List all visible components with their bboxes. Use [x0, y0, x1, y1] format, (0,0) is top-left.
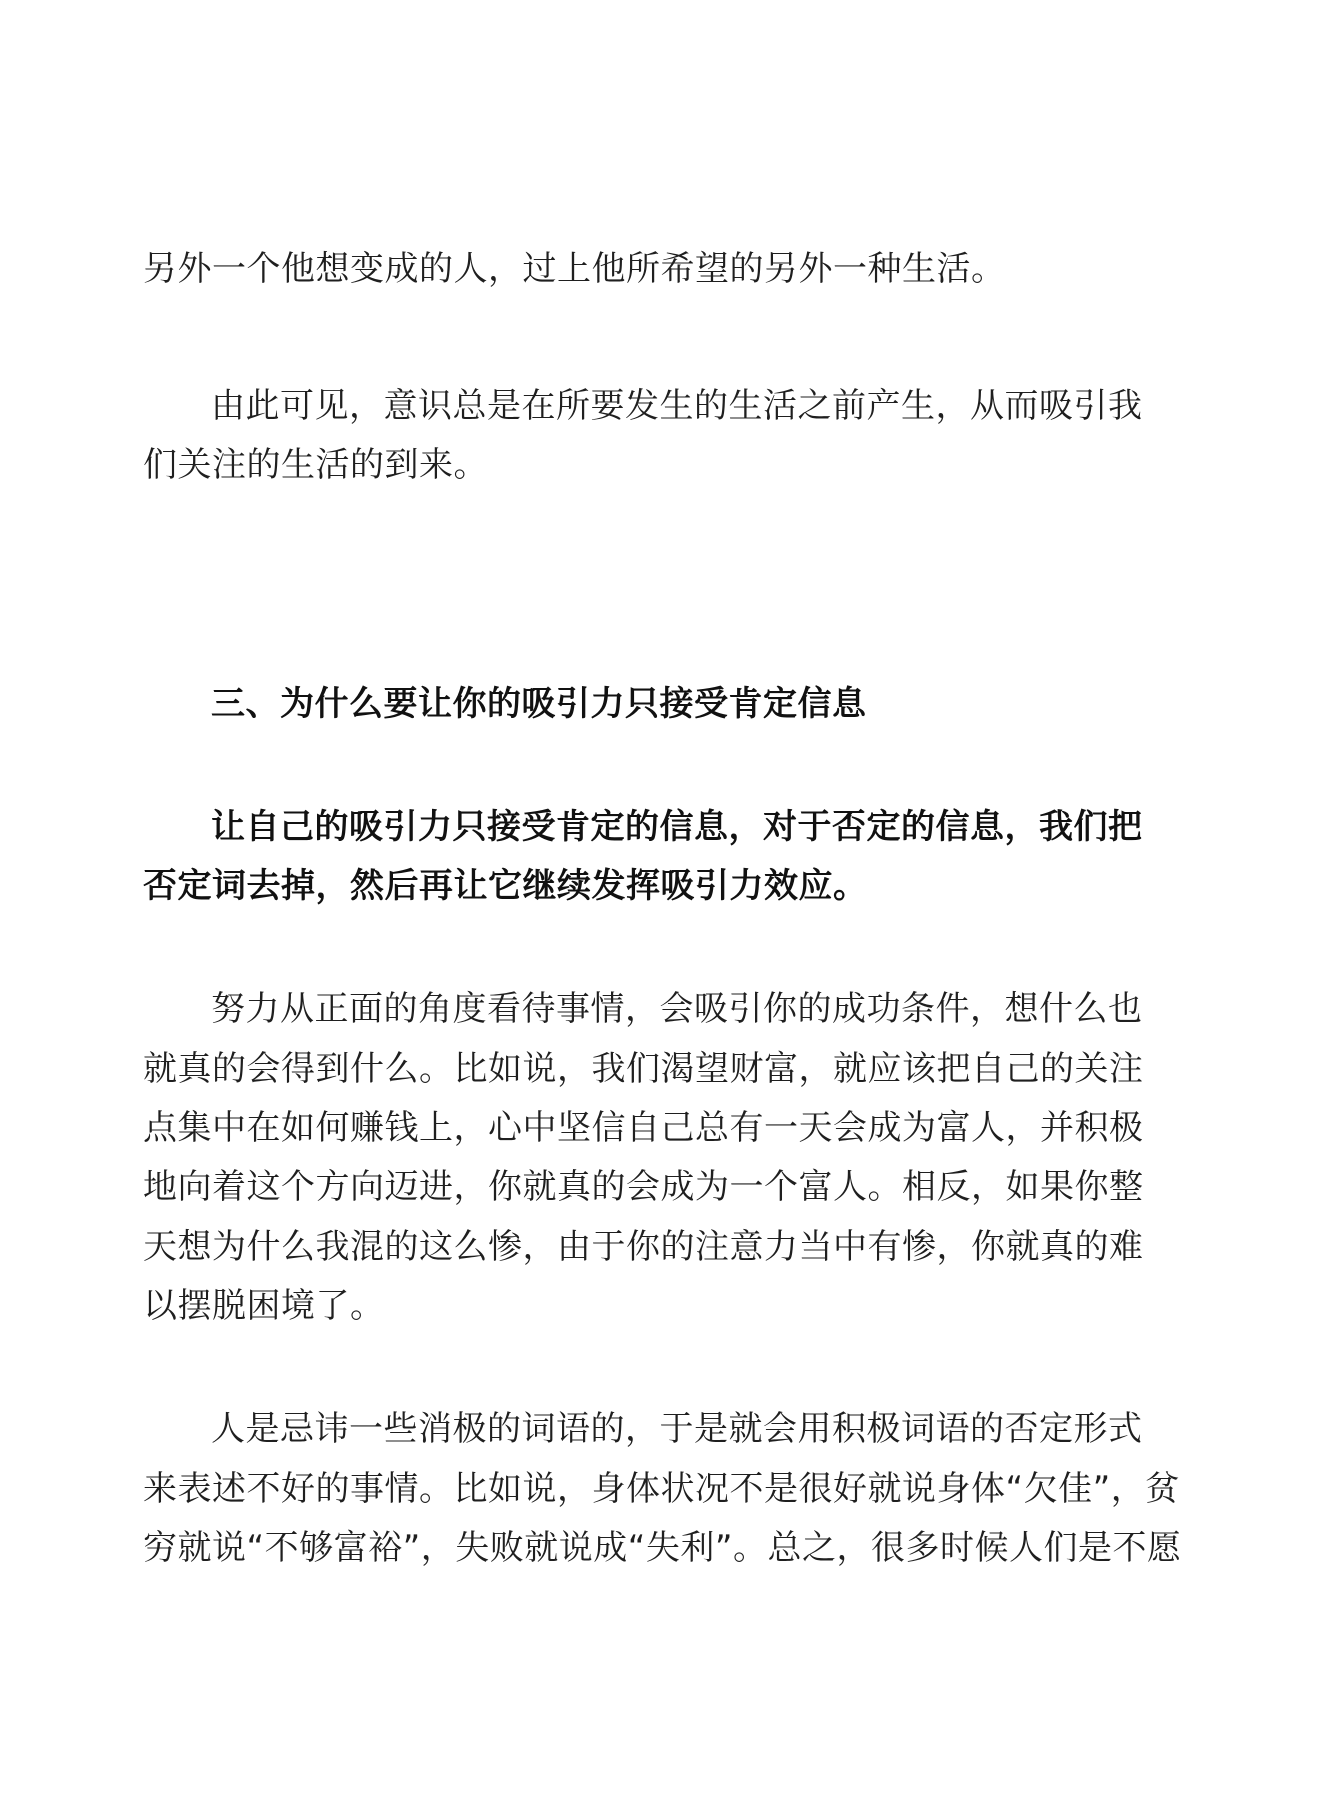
text-line: 穷就说“不够富裕”，失败就说成“失利”。总之，很多时候人们是不愿: [143, 1528, 1182, 1568]
text-line: 来表述不好的事情。比如说，身体状况不是很好就说身体“欠佳”，贫: [143, 1469, 1180, 1509]
text-line: 天想为什么我混的这么惨，由于你的注意力当中有惨，你就真的难: [143, 1227, 1144, 1267]
bold-text-line: 否定词去掉，然后再让它继续发挥吸引力效应。: [143, 866, 868, 906]
text-line: 们关注的生活的到来。: [143, 445, 488, 485]
text-line: 就真的会得到什么。比如说，我们渴望财富，就应该把自己的关注: [143, 1049, 1144, 1089]
text-line: 点集中在如何赚钱上，心中坚信自己总有一天会成为富人，并积极: [143, 1108, 1144, 1148]
paragraph-first-line: 人是忌讳一些消极的词语的，于是就会用积极词语的否定形式: [211, 1409, 1143, 1449]
paragraph-first-line: 努力从正面的角度看待事情，会吸引你的成功条件，想什么也: [211, 989, 1143, 1029]
bold-paragraph-first-line: 让自己的吸引力只接受肯定的信息，对于否定的信息，我们把: [211, 807, 1143, 847]
section-heading: 三、为什么要让你的吸引力只接受肯定信息: [211, 684, 867, 724]
paragraph-first-line: 由此可见，意识总是在所要发生的生活之前产生，从而吸引我: [211, 386, 1143, 426]
text-line: 以摆脱困境了。: [143, 1286, 385, 1326]
text-line: 地向着这个方向迈进，你就真的会成为一个富人。相反，如果你整: [143, 1167, 1144, 1207]
text-line: 另外一个他想变成的人，过上他所希望的另外一种生活。: [143, 249, 1006, 289]
